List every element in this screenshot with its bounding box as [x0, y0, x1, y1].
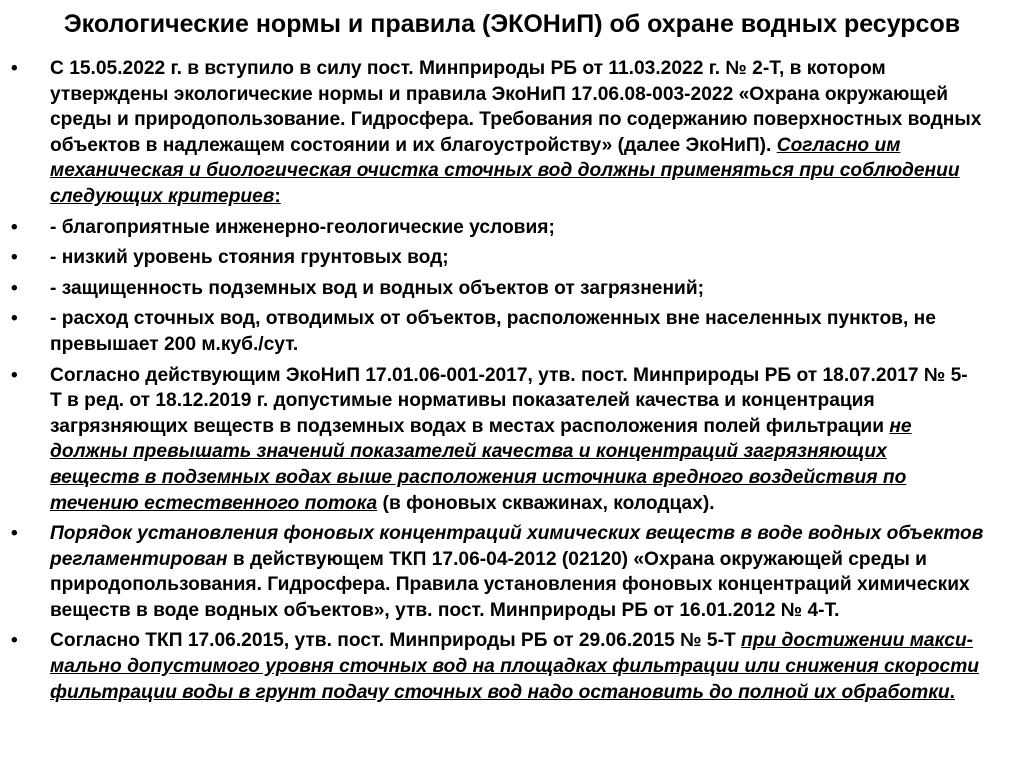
text-segment: в действующем ТКП 17.06-04-2012 (02120) «Охрана окружающей среды и [227, 548, 927, 570]
text-line [50, 572, 1010, 598]
bullet-icon: • [11, 308, 18, 330]
text-segment: загрязняющих веществ в подземных водах в местах расположения полей фильтрации [50, 415, 890, 437]
text-line [50, 388, 1010, 414]
text-segment: Согласно действующим ЭкоНиП 17.01.06-001-2017, утв. пост. Минприроды РБ от 18.07.2017 № 5- [50, 364, 968, 386]
text-segment: мально допустимого уровня сточных вод на площадках фильтрации или снижения скорости [50, 656, 979, 678]
list-item [0, 363, 1024, 517]
text-segment: не [889, 415, 912, 437]
text-line [50, 56, 1010, 82]
text-line [50, 245, 1010, 271]
list-item [0, 245, 1024, 271]
text-line [50, 491, 1010, 517]
text-line [50, 107, 1010, 133]
text-segment: при достижении макси- [741, 630, 974, 652]
text-line [50, 654, 1010, 680]
text-line [50, 82, 1010, 108]
text-line [50, 332, 1010, 358]
bullet-icon: • [11, 277, 18, 299]
text-segment: Согласно ТКП 17.06.2015, утв. пост. Минприроды РБ от 29.06.2015 № 5-Т [50, 630, 742, 652]
bullet-icon: • [11, 523, 18, 545]
bullet-icon: • [11, 364, 18, 386]
text-segment: Порядок установления фоновых концентраций химических веществ в воде водных объектов [50, 523, 984, 545]
text-segment: - благоприятные инженерно-геологические условия; [50, 216, 555, 238]
text-segment: утверждены экологические нормы и правила ЭкоНиП 17.06.08-003-2022 «Охрана окружающей [50, 83, 949, 105]
text-segment: - низкий уровень стояния грунтовых вод; [50, 247, 449, 269]
text-line [50, 439, 1010, 465]
text-segment: . [949, 681, 955, 703]
text-line [50, 276, 1010, 302]
list-item [0, 306, 1024, 357]
text-segment: Согласно им [776, 134, 901, 156]
bullet-icon: • [11, 58, 18, 79]
list-item [0, 521, 1024, 623]
text-segment: объектов в надлежащем состоянии и их благоустройству» (далее ЭкоНиП). [50, 134, 777, 156]
text-segment: : [274, 185, 281, 207]
text-line [50, 215, 1010, 241]
text-segment: превышает 200 м.куб./сут. [50, 333, 299, 355]
page-title: Экологические нормы и правила (ЭКОНиП) об охране водных ресурсов [63, 10, 961, 38]
text-segment: веществ в воде водных объектов», утв. пост. Минприроды РБ от 16.01.2012 № 4-Т. [50, 599, 840, 621]
text-segment: должны превышать значений показателей качества и концентраций загрязняющих [50, 441, 887, 463]
text-segment: Т в ред. от 18.12.2019 г. допустимые нормативы показателей качества и концентрация [50, 390, 875, 412]
text-segment: природопользования. Гидросфера. Правила установления фоновых концентраций химических [50, 574, 970, 596]
text-segment: - защищенность подземных вод и водных объектов от загрязнений; [50, 277, 705, 299]
text-line [50, 680, 1010, 706]
text-line [50, 547, 1010, 573]
text-line [50, 598, 1010, 624]
text-segment: веществ в подземных водах выше расположения источника вредного воздействия по [50, 466, 907, 488]
text-line [50, 521, 1010, 547]
text-segment: - расход сточных вод, отводимых от объектов, расположенных вне населенных пунктов, не [50, 308, 936, 330]
list-item [0, 276, 1024, 302]
text-line [50, 465, 1010, 491]
list-item [0, 56, 1024, 210]
text-line [50, 414, 1010, 440]
text-line [50, 158, 1010, 184]
text-segment: (в фоновых скважинах, колодцах). [377, 492, 715, 514]
bullet-list [0, 56, 1024, 710]
text-segment: регламентирован [50, 548, 228, 570]
text-line [50, 184, 1010, 210]
bullet-icon: • [11, 630, 18, 652]
bullet-icon: • [11, 216, 18, 238]
text-segment: фильтрации воды в грунт подачу сточных вод надо остановить до полной их обработки [50, 681, 950, 703]
text-segment: механическая и биологическая очистка сточных вод должны применяться при соблюдении [50, 160, 960, 182]
text-line [50, 363, 1010, 389]
text-segment: течению естественного потока [50, 492, 378, 514]
text-segment: С 15.05.2022 г. в вступило в силу пост. Минприроды РБ от 11.03.2022 г. № 2-Т, в котором [50, 58, 886, 79]
text-line [50, 306, 1010, 332]
text-segment: следующих критериев [50, 185, 275, 207]
bullet-icon: • [11, 247, 18, 269]
list-item [0, 628, 1024, 705]
list-item [0, 215, 1024, 241]
text-line [50, 133, 1010, 159]
text-line [50, 628, 1010, 654]
text-segment: среды и природопользование. Гидросфера. Требования по содержанию поверхностных водных [50, 109, 982, 131]
